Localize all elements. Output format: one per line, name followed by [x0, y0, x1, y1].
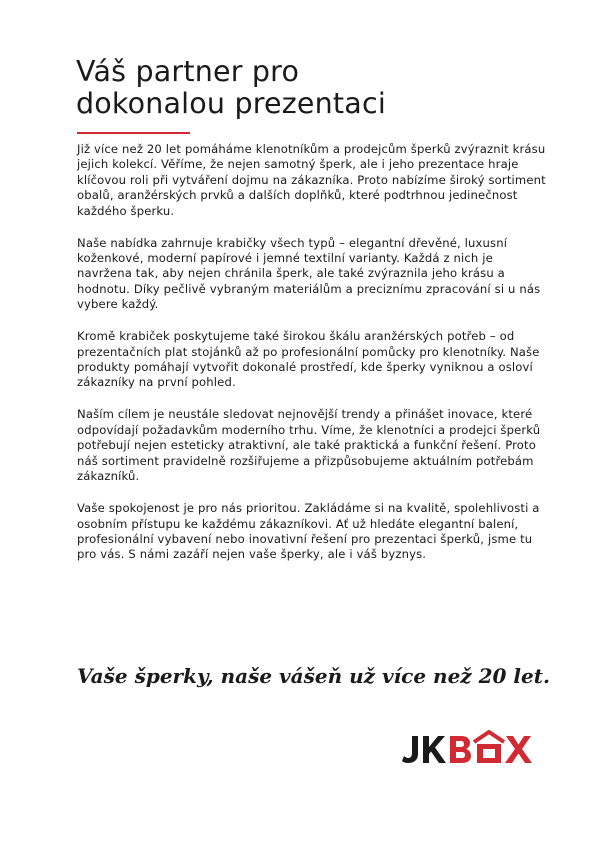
logo-roof	[474, 732, 504, 742]
logo-letter-k	[423, 736, 446, 763]
tagline: Vaše šperky, naše vášeň už více než 20 let.	[77, 664, 550, 688]
logo-letter-o	[477, 744, 501, 763]
paragraph: Kromě krabiček poskytujeme také širokou škálu aranžérských potřeb – od prezentačních plat stojánků až po profesionální pomůcky pro klenotníky. Naše produkty pomáhají vytvořit dokonalé prostředí, kde šperky vyniknou a osloví zákazníky na první pohled.	[77, 329, 540, 390]
page-title	[76, 56, 536, 120]
body-text	[77, 142, 547, 579]
logo-letter-x	[505, 736, 532, 763]
paragraph: Naším cílem je neustále sledovat nejnovější trendy a přinášet inovace, které odpovídají požadavkům moderního trhu. Víme, že klenotníci a prodejci šperků potřebují nejen esteticky atraktivní, ale také praktická a funkční řešení. Proto náš sortiment pravidelně rozšiřujeme a přizpůsobujeme aktuálním potřebám zákazníků.	[77, 407, 541, 484]
paragraph: Vaše spokojenost je pro nás prioritou. Zakládáme si na kvalitě, spolehlivosti a osobním přístupu ke každému zákazníkovi. Ať už hledáte elegantní balení, profesionální vybavení nebo inovativní řešení pro prezentaci šperků, jsme tu pro vás. S námi zazáří nejen vaše šperky, ale i váš byznys.	[77, 501, 540, 562]
logo-letter-b	[450, 736, 471, 763]
paragraph: Naše nabídka zahrnuje krabičky všech typů – elegantní dřevěné, luxusní koženkové, moderní papírové i jemné textilní varianty. Každá z nich je navržena tak, aby nejen chránila šperk, ale také zvýraznila jeho krásu a hodnotu. Díky pečlivě vybraným materiálům a preciznímu zpracování si u nás vybere každý.	[77, 235, 541, 312]
page-title-line-2: dokonalou prezentaci	[76, 87, 386, 120]
accent-divider	[77, 132, 190, 134]
jkbox-logo	[402, 730, 534, 764]
paragraph: Již více než 20 let pomáháme klenotníkům a prodejcům šperků zvýraznit krásu jejich kolekcí. Věříme, že nejen samotný šperk, ale i jeho prezentace hraje klíčovou roli při vytváření dojmu na zákazníka. Proto nabízíme široký sortiment obalů, aranžérských prvků a dalších doplňků, které podtrhnou jedinečnost každého šperku.	[77, 142, 546, 218]
logo-letter-j	[402, 736, 418, 763]
page-title-line-1: Váš partner pro	[76, 55, 300, 88]
